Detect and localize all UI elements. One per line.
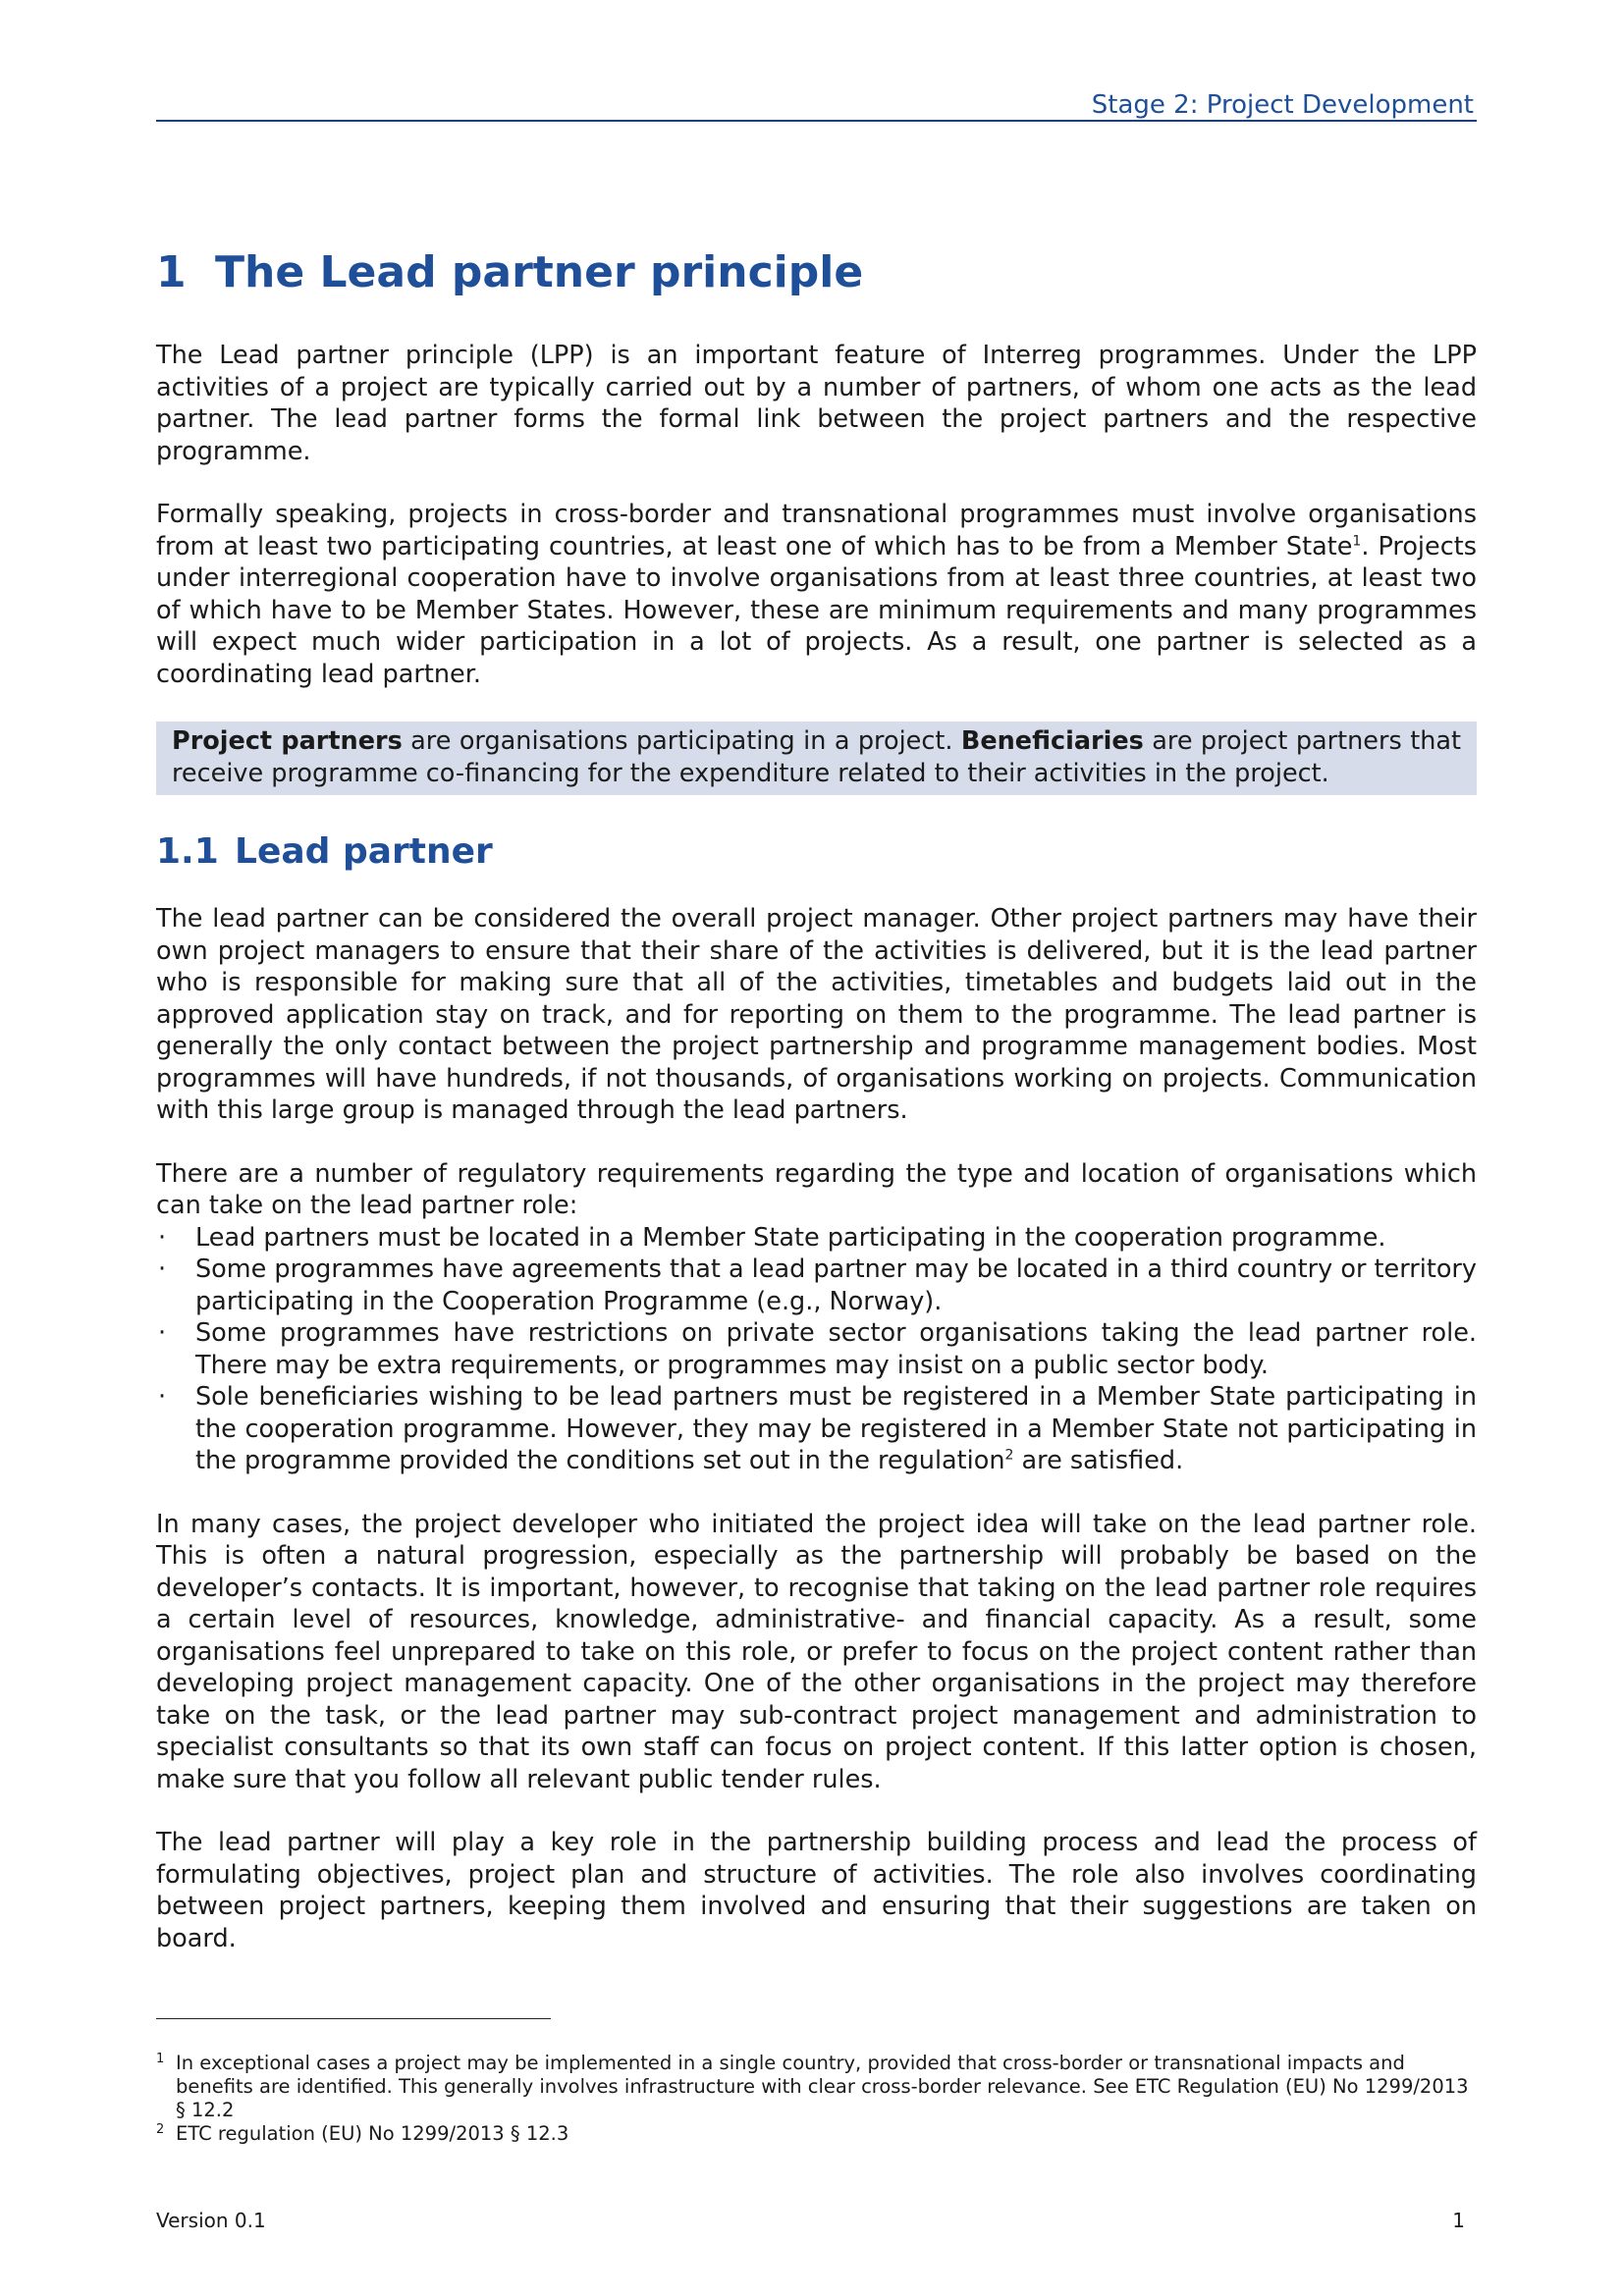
page-footer xyxy=(156,2209,1477,2232)
chapter-heading xyxy=(156,245,1477,300)
definition-box xyxy=(156,721,1477,795)
chapter-number: 1 xyxy=(156,247,187,297)
section-title: Lead partner xyxy=(235,831,493,872)
list-item: · Lead partners must be located in a Member State participating in the cooperation programme. xyxy=(156,1222,1477,1255)
list-item xyxy=(156,1381,1477,1477)
definition-text-1: are organisations participating in a project. xyxy=(402,726,961,756)
running-header xyxy=(156,86,1477,122)
section-number: 1.1 xyxy=(156,831,219,872)
paragraph-formal-text-a: Formally speaking, projects in cross-border and transnational programmes must involve organisations from at least two participating countries, at least one of which has to be from a Member State xyxy=(156,500,1477,561)
section-heading xyxy=(156,830,1477,874)
footnote-mark: 1 xyxy=(156,2052,165,2066)
footnote-2 xyxy=(156,2122,1477,2146)
page-number: 1 xyxy=(1452,2209,1465,2232)
paragraph-lead-partner: The lead partner can be considered the overall project manager. Other project partners may have their own project managers to ensure that their share of the activities is delivered, but it is the lead partner who is responsible for making sure that all of the activities, timetables and budgets laid out in the approved application stay on track, and for reporting on them to the programme. The lead partner is generally the only contact between the project partnership and programme management bodies. Most programmes will have hundreds, if not thousands, of organisations working on projects. Communication with this large group is managed through the lead partners. xyxy=(156,904,1477,1125)
paragraph-developer: In many cases, the project developer who initiated the project idea will take on the lead partner role. This is often a natural progression, especially as the partnership will probably be based on the developer’s contacts. It is important, however, to recognise that taking on the lead partner role requires a certain level of resources, knowledge, administrative- and financial capacity. As a result, some organisations feel unprepared to take on this role, or prefer to focus on the project content rather than developing project management capacity. One of the other organisations in the project may therefore take on the task, or the lead partner may sub-contract project management and administration to specialist consultants so that its own staff can focus on project content. If this latter option is chosen, make sure that you follow all relevant public tender rules. xyxy=(156,1509,1477,1794)
paragraph-requirements: There are a number of regulatory requirements regarding the type and location of organisations which can take on the lead partner role: xyxy=(156,1158,1477,1220)
footnote-mark: 2 xyxy=(156,2122,165,2137)
footnote-separator xyxy=(156,2018,551,2019)
header-title: Stage 2: Project Development xyxy=(1091,90,1474,120)
footnote-ref-1[interactable]: 1 xyxy=(1352,533,1362,549)
paragraph-formal xyxy=(156,499,1477,690)
paragraph-formal-text-b: . Projects under interregional cooperation have to involve organisations from at least three countries, at least two of which have to be Member States. However, these are minimum requirements and many programmes will expect much wider participation in a lot of projects. As a result, one partner is selected as a coordinating lead partner. xyxy=(156,531,1477,689)
chapter-title: The Lead partner principle xyxy=(215,247,864,297)
document-body xyxy=(156,245,1477,1986)
list-item-text-b: are satisfied. xyxy=(1013,1446,1184,1475)
version-label: Version 0.1 xyxy=(156,2209,266,2232)
paragraph-intro: The Lead partner principle (LPP) is an important feature of Interreg programmes. Under the LPP activities of a project are typically carried out by a number of partners, of whom one acts as the lead partner. The lead partner forms the formal link between the project partners and the respective programme. xyxy=(156,341,1477,466)
requirements-list xyxy=(156,1222,1477,1477)
footnote-text: ETC regulation (EU) No 1299/2013 § 12.3 xyxy=(176,2122,569,2145)
document-page xyxy=(156,0,1477,2296)
paragraph-role: The lead partner will play a key role in the partnership building process and lead the process of formulating objectives, project plan and structure of activities. The role also involves coordinating between project partners, keeping them involved and ensuring that their suggestions are taken on board. xyxy=(156,1828,1477,1953)
term-beneficiaries: Beneficiaries xyxy=(960,726,1144,756)
footnote-text: In exceptional cases a project may be implemented in a single country, provided that cross-border or transnational impacts and benefits are identified. This generally involves infrastructure with clear cross-border relevance. See ETC Regulation (EU) No 1299/2013 § 12.2 xyxy=(176,2052,1469,2121)
list-item: · Some programmes have restrictions on private sector organisations taking the lead partner role. There may be extra requirements, or programmes may insist on a public sector body. xyxy=(156,1317,1477,1381)
list-item: · Some programmes have agreements that a lead partner may be located in a third country or territory participating in the Cooperation Programme (e.g., Norway). xyxy=(156,1254,1477,1317)
term-project-partners: Project partners xyxy=(172,726,403,756)
footnote-1 xyxy=(156,2052,1477,2122)
footnotes xyxy=(156,2052,1477,2146)
footnote-ref-2[interactable]: 2 xyxy=(1004,1447,1014,1464)
list-item-text-a: Sole beneficiaries wishing to be lead partners must be registered in a Member State participating in the cooperation programme. However, they may be registered in a Member State not participating in the programme provided the conditions set out in the regulation xyxy=(195,1382,1477,1475)
definition-text-2: are project partners that receive programme co-financing for the expenditure related to their activities in the project. xyxy=(172,726,1461,788)
